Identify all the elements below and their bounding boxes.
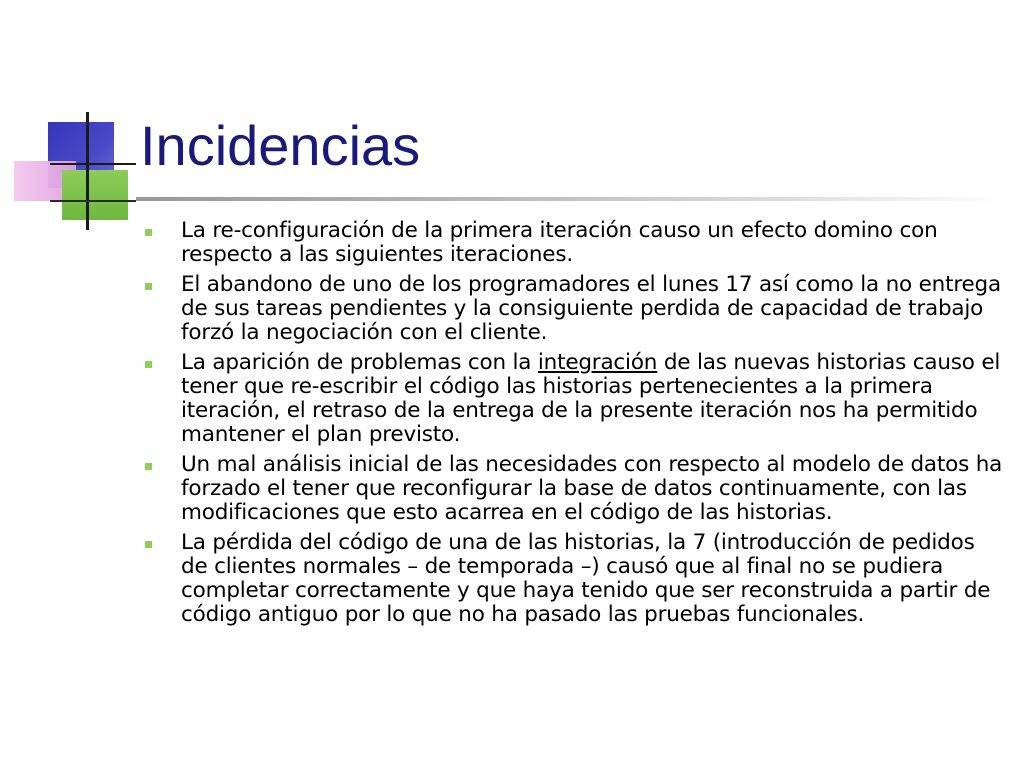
- decor-vertical-line: [86, 112, 89, 230]
- decor-horizontal-line-top: [50, 163, 136, 165]
- bullet-text: El abandono de uno de los programadores el lunes 17 así como la no entrega de sus tareas pendientes y la consiguiente perdida de capacidad de trabajo forzó la negociación con el cliente.: [181, 272, 1001, 345]
- bullet-marker-icon: [145, 541, 152, 548]
- bullet-text-after-link: de las nuevas historias causo el tener que re-escribir el código las historias pertenecientes a la primera iteración, el retraso de la entrega de la presente iteración nos ha permitido mantener el plan previsto.: [181, 350, 1001, 447]
- bullet-marker-icon: [145, 229, 152, 236]
- decor-green-square: [62, 170, 128, 220]
- bullet-item-1: [143, 219, 1003, 267]
- bullet-marker-icon: [145, 361, 152, 368]
- decor-horizontal-line-bottom: [50, 200, 136, 202]
- bullet-item-5: [143, 531, 1003, 627]
- bullet-item-4: [143, 453, 1003, 525]
- bullet-marker-icon: [145, 463, 152, 470]
- bullet-text: [181, 351, 1003, 447]
- bullet-list: [143, 219, 1003, 633]
- bullet-text: Un mal análisis inicial de las necesidades con respecto al modelo de datos ha forzado el tener que reconfigurar la base de datos continuamente, con las modificaciones que esto acarrea en el código de las historias.: [181, 452, 1003, 525]
- bullet-item-2: [143, 273, 1003, 345]
- bullet-text: La pérdida del código de una de las historias, la 7 (introducción de pedidos de clientes normales – de temporada –) causó que al final no se pudiera completar correctamente y que haya tenido que ser reconstruida a partir de código antiguo por lo que no ha pasado las pruebas funcionales.: [181, 530, 991, 627]
- bullet-text-before-link: La aparición de problemas con la: [181, 350, 538, 375]
- slide-title: Incidencias: [140, 114, 421, 177]
- bullet-marker-icon: [145, 283, 152, 290]
- bullet-text: La re-configuración de la primera iteración causo un efecto domino con respecto a las siguientes iteraciones.: [181, 218, 938, 267]
- integracion-link[interactable]: integración: [537, 350, 658, 375]
- title-divider: [136, 197, 1006, 201]
- bullet-item-3: [143, 351, 1003, 447]
